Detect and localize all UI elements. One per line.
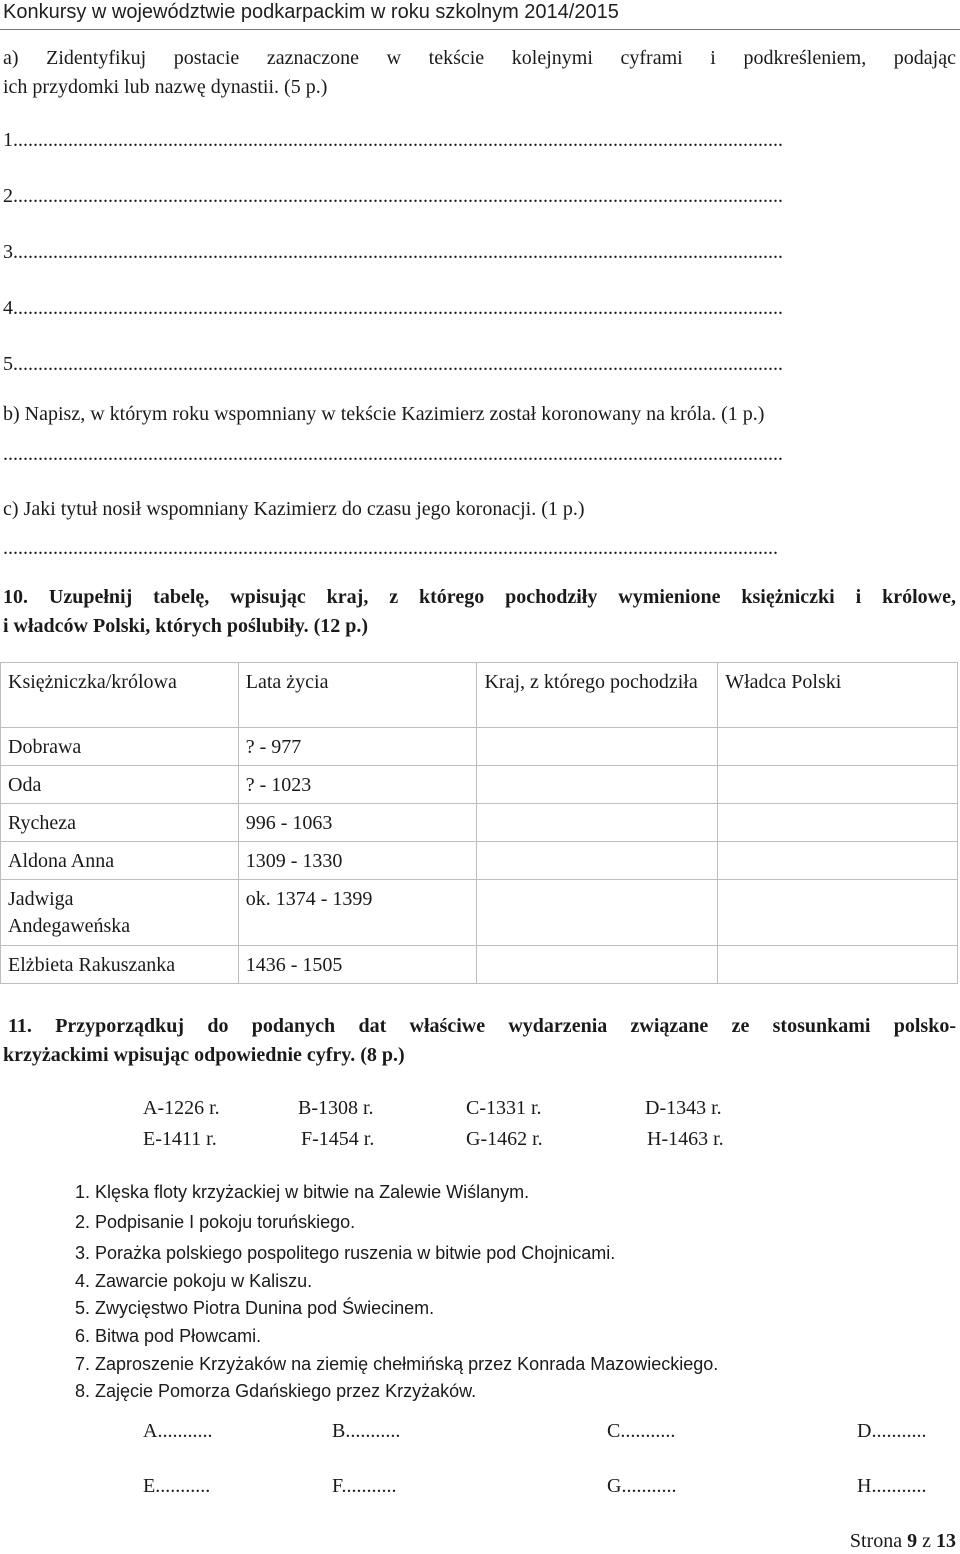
table-header-years: Lata życia <box>238 663 477 728</box>
page-number-current: 9 <box>907 1530 918 1552</box>
table-cell-ruler[interactable] <box>718 880 958 946</box>
table-cell-name: Elżbieta Rakuszanka <box>1 946 239 984</box>
date-H: H-1463 r. <box>647 1128 724 1150</box>
answer-F[interactable]: F........... <box>332 1475 397 1497</box>
event-1: 1. Klęska floty krzyżackiej w bitwie na Zalewie Wiślanym. <box>75 1182 530 1202</box>
task-b-answer[interactable]: ............................................................................................................................................................ <box>3 443 783 465</box>
table-row <box>1 842 958 880</box>
task-11-line2: krzyżackimi wpisując odpowiednie cyfry. (8 p.) <box>3 1044 405 1066</box>
task-a-line1: a) Zidentyfikuj postacie zaznaczone w tekście kolejnymi cyframi i podkreśleniem, podając <box>3 47 956 69</box>
table-cell-years: 1436 - 1505 <box>238 946 477 984</box>
task-a-answer-5[interactable]: 5.......................................................................................................................................................... <box>3 353 783 375</box>
table-cell-name: Jadwiga Andegaweńska <box>1 880 239 946</box>
table-cell-country[interactable] <box>477 804 718 842</box>
answer-D[interactable]: D........... <box>857 1420 927 1442</box>
table-cell-ruler[interactable] <box>718 728 958 766</box>
table-cell-years: ok. 1374 - 1399 <box>238 880 477 946</box>
table-cell-country[interactable] <box>477 842 718 880</box>
task-a-answer-1[interactable]: 1.......................................................................................................................................................... <box>3 129 783 151</box>
event-7: 7. Zaproszenie Krzyżaków na ziemię chełmińską przez Konrada Mazowieckiego. <box>75 1354 719 1374</box>
table-row <box>1 804 958 842</box>
date-D: D-1343 r. <box>645 1097 722 1119</box>
task-c-question: c) Jaki tytuł nosił wspomniany Kazimierz do czasu jego koronacji. (1 p.) <box>3 498 585 520</box>
task-a-line2: ich przydomki lub nazwę dynastii. (5 p.) <box>3 76 328 98</box>
header-divider <box>0 29 960 30</box>
table-header-country: Kraj, z którego pochodziła <box>477 663 718 728</box>
table-cell-country[interactable] <box>477 728 718 766</box>
date-G: G-1462 r. <box>466 1128 543 1150</box>
table-header-princess: Księżniczka/królowa <box>1 663 239 728</box>
table-cell-years: 1309 - 1330 <box>238 842 477 880</box>
page-number <box>850 1530 956 1553</box>
task-11-instruction <box>3 1012 956 1070</box>
page-number-prefix: Strona <box>849 1530 908 1552</box>
event-2: 2. Podpisanie I pokoju toruńskiego. <box>75 1212 356 1232</box>
table-cell-name: Oda <box>1 766 239 804</box>
task-11-line1: 11. Przyporządkuj do podanych dat właściwe wydarzenia związane ze stosunkami polsko- <box>8 1015 956 1037</box>
page-number-total: 13 <box>936 1530 956 1552</box>
answer-A[interactable]: A........... <box>143 1420 213 1442</box>
table-cell-years: ? - 1023 <box>238 766 477 804</box>
answer-C[interactable]: C........... <box>607 1420 676 1442</box>
task-c-answer[interactable]: ........................................................................................................................................................... <box>3 537 778 559</box>
task-10-line2: i władców Polski, których poślubiły. (12 p.) <box>3 615 369 637</box>
date-E: E-1411 r. <box>143 1128 217 1150</box>
task-b-question: b) Napisz, w którym roku wspomniany w tekście Kazimierz został koronowany na króla. (1 p.) <box>3 403 765 425</box>
task-a-answer-2[interactable]: 2.......................................................................................................................................................... <box>3 185 783 207</box>
event-6: 6. Bitwa pod Płowcami. <box>75 1326 262 1346</box>
event-4: 4. Zawarcie pokoju w Kaliszu. <box>75 1271 313 1291</box>
answer-E[interactable]: E........... <box>143 1475 211 1497</box>
table-cell-ruler[interactable] <box>718 946 958 984</box>
event-3: 3. Porażka polskiego pospolitego ruszenia w bitwie pod Chojnicami. <box>75 1243 616 1263</box>
table-row <box>1 728 958 766</box>
date-F: F-1454 r. <box>301 1128 375 1150</box>
answer-G[interactable]: G........... <box>607 1475 677 1497</box>
table-row <box>1 766 958 804</box>
table-header-ruler: Władca Polski <box>718 663 958 728</box>
answer-B[interactable]: B........... <box>332 1420 401 1442</box>
task-10-instruction <box>3 583 956 641</box>
table-cell-name: Aldona Anna <box>1 842 239 880</box>
table-cell-years: 996 - 1063 <box>238 804 477 842</box>
table-cell-ruler[interactable] <box>718 804 958 842</box>
task-a-instruction <box>3 44 956 102</box>
table-cell-ruler[interactable] <box>718 842 958 880</box>
task-10-line1: 10. Uzupełnij tabelę, wpisując kraj, z którego pochodziły wymienione księżniczki i królowe, <box>3 586 956 608</box>
table-cell-country[interactable] <box>477 946 718 984</box>
table-row <box>1 880 958 946</box>
table-cell-name: Dobrawa <box>1 728 239 766</box>
date-A: A-1226 r. <box>143 1097 220 1119</box>
table-row <box>1 946 958 984</box>
table-cell-years: ? - 977 <box>238 728 477 766</box>
table-header-row <box>1 663 958 728</box>
event-5: 5. Zwycięstwo Piotra Dunina pod Świecinem. <box>75 1298 435 1318</box>
task-a-answer-3[interactable]: 3.......................................................................................................................................................... <box>3 241 783 263</box>
task-a-answer-4[interactable]: 4.......................................................................................................................................................... <box>3 297 783 319</box>
table-cell-name: Rycheza <box>1 804 239 842</box>
date-B: B-1308 r. <box>298 1097 374 1119</box>
princesses-table <box>0 662 958 984</box>
page-number-middle: z <box>917 1530 936 1552</box>
table-cell-ruler[interactable] <box>718 766 958 804</box>
table-cell-country[interactable] <box>477 766 718 804</box>
page-header: Konkursy w województwie podkarpackim w roku szkolnym 2014/2015 <box>3 1 619 23</box>
table-cell-country[interactable] <box>477 880 718 946</box>
event-8: 8. Zajęcie Pomorza Gdańskiego przez Krzyżaków. <box>75 1381 477 1401</box>
date-C: C-1331 r. <box>466 1097 542 1119</box>
answer-H[interactable]: H........... <box>857 1475 927 1497</box>
